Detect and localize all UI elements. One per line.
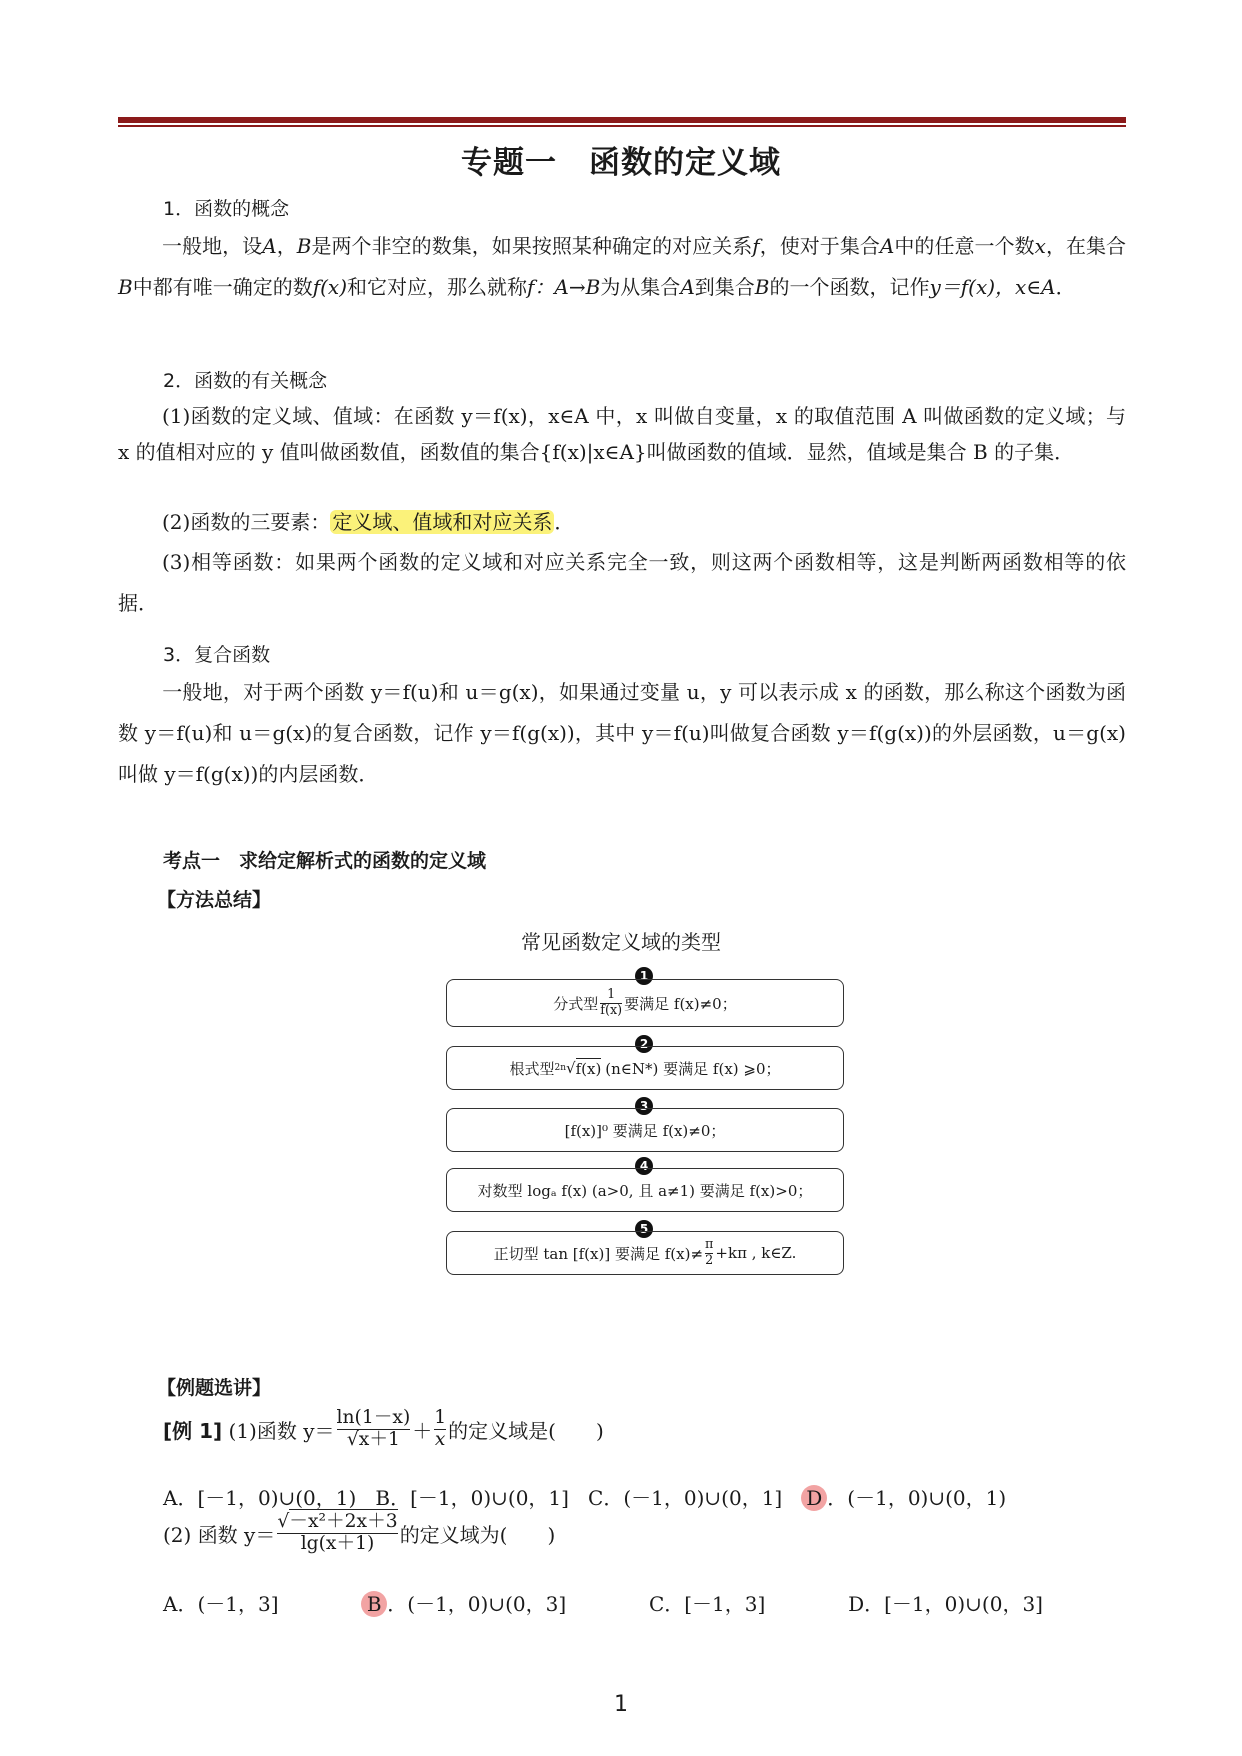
step-number-4: 4 [635, 1157, 653, 1175]
example-1-question-2: (2) 函数 y＝ $\frac{\text{√－x²＋2x＋3}}{\lg(x+1)}$ 的定义域为( ) [163, 1511, 556, 1554]
topic-heading: 考点一 求给定解析式的函数的定义域 [163, 850, 487, 872]
highlight-three-elements: 定义域、值域和对应关系 [332, 510, 553, 534]
domain-type-box-1: 分式型 $\frac{1}{f(x)}$ 要满足 f(x)≠0； [446, 979, 844, 1027]
page-number: 1 [614, 1692, 628, 1717]
section-3-heading: 3．复合函数 [163, 644, 271, 666]
q2-choice-b[interactable]: B ．(－1，0)∪(0，3] [361, 1588, 566, 1617]
section-3-paragraph: 一般地，对于两个函数 y＝f(u)和 u＝g(x)，如果通过变量 u，y 可以表示成 x 的函数，那么称这个函数为函数 y＝f(u)和 u＝g(x)的复合函数，记作 y＝f(g(x))，其中 y＝f(u)叫做复合函数 y＝f(g(x))的外层函数，u＝g(x)叫做 y＝f(g(x))的内层函数． [118, 680, 1126, 786]
diagram-title: 常见函数定义域的类型 [521, 930, 721, 954]
q1-selected-mark: D [801, 1485, 827, 1511]
step-number-3: 3 [635, 1097, 653, 1115]
method-summary-heading: 【方法总结】 [157, 889, 272, 911]
domain-type-box-5: 正切型 tan [f(x)] 要满足 f(x)≠ $\frac{\pi}{2}$ +kπ , k∈Z. [446, 1231, 844, 1275]
q2-choice-c[interactable]: C．[－1，3] [648, 1592, 766, 1616]
section-2-paragraph-3: (3)相等函数：如果两个函数的定义域和对应关系完全一致，则这两个函数相等，这是判断两函数相等的依据． [118, 550, 1126, 615]
section-2-paragraph-2: (2)函数的三要素： 定义域、值域和对应关系 ． [162, 510, 575, 534]
domain-type-box-3: [f(x)]⁰ 要满足 f(x)≠0； [446, 1108, 844, 1152]
q1-choice-a[interactable]: A．[－1，0)∪(0，1) [163, 1486, 357, 1510]
page-title: 专题一 函数的定义域 [461, 145, 781, 181]
section-1-heading: 1．函数的概念 [163, 198, 290, 220]
examples-heading: 【例题选讲】 [157, 1377, 272, 1399]
step-number-1: 1 [635, 967, 653, 985]
section-2-paragraph-1: (1)函数的定义域、值域：在函数 y＝f(x)，x∈A 中，x 叫做自变量，x 的取值范围 A 叫做函数的定义域；与 x 的值相对应的 y 值叫做函数值，函数值的集合{f(x)|x∈A}叫做函数的值域．显然，值域是集合 B 的子集． [118, 404, 1126, 464]
q2-choice-d[interactable]: D．[－1，0)∪(0，3] [848, 1592, 1043, 1616]
domain-type-box-2: 根式型 2n √ f(x) (n∈N*) 要满足 f(x) ⩾0； [446, 1046, 844, 1090]
q1-choice-c[interactable]: C．(－1，0)∪(0，1] [588, 1486, 783, 1510]
q1-choice-b[interactable]: B．[－1，0)∪(0，1] [375, 1486, 569, 1510]
section-2-heading: 2．函数的有关概念 [163, 370, 328, 392]
header-rule-thin [118, 125, 1126, 127]
question-2-choices [163, 1588, 1043, 1617]
step-number-5: 5 [635, 1220, 653, 1238]
question-1-choices [163, 1482, 1006, 1511]
q2-choice-a[interactable]: A．(－1，3] [163, 1592, 279, 1616]
q2-selected-mark: B [361, 1591, 387, 1617]
section-1-paragraph: 一般地，设A，B是两个非空的数集，如果按照某种确定的对应关系f，使对于集合A中的任意一个数x，在集合B中都有唯一确定的数f(x)和它对应，那么就称f：A→B为从集合A到集合B的一个函数，记作y＝f(x)，x∈A． [118, 234, 1127, 299]
example-1-question-1: [例 1] (1)函数 y＝ $\frac{\ln(1-x)}{√x+1}$ ＋ $\frac{1}{x}$ 的定义域是( ) [163, 1407, 604, 1450]
domain-type-box-4: 对数型 logₐ f(x) (a>0, 且 a≠1) 要满足 f(x)>0； [446, 1168, 844, 1212]
step-number-2: 2 [635, 1035, 653, 1053]
q1-choice-d[interactable]: D ．(－1，0)∪(0，1) [801, 1486, 1006, 1510]
header-rule-thick [118, 117, 1126, 123]
